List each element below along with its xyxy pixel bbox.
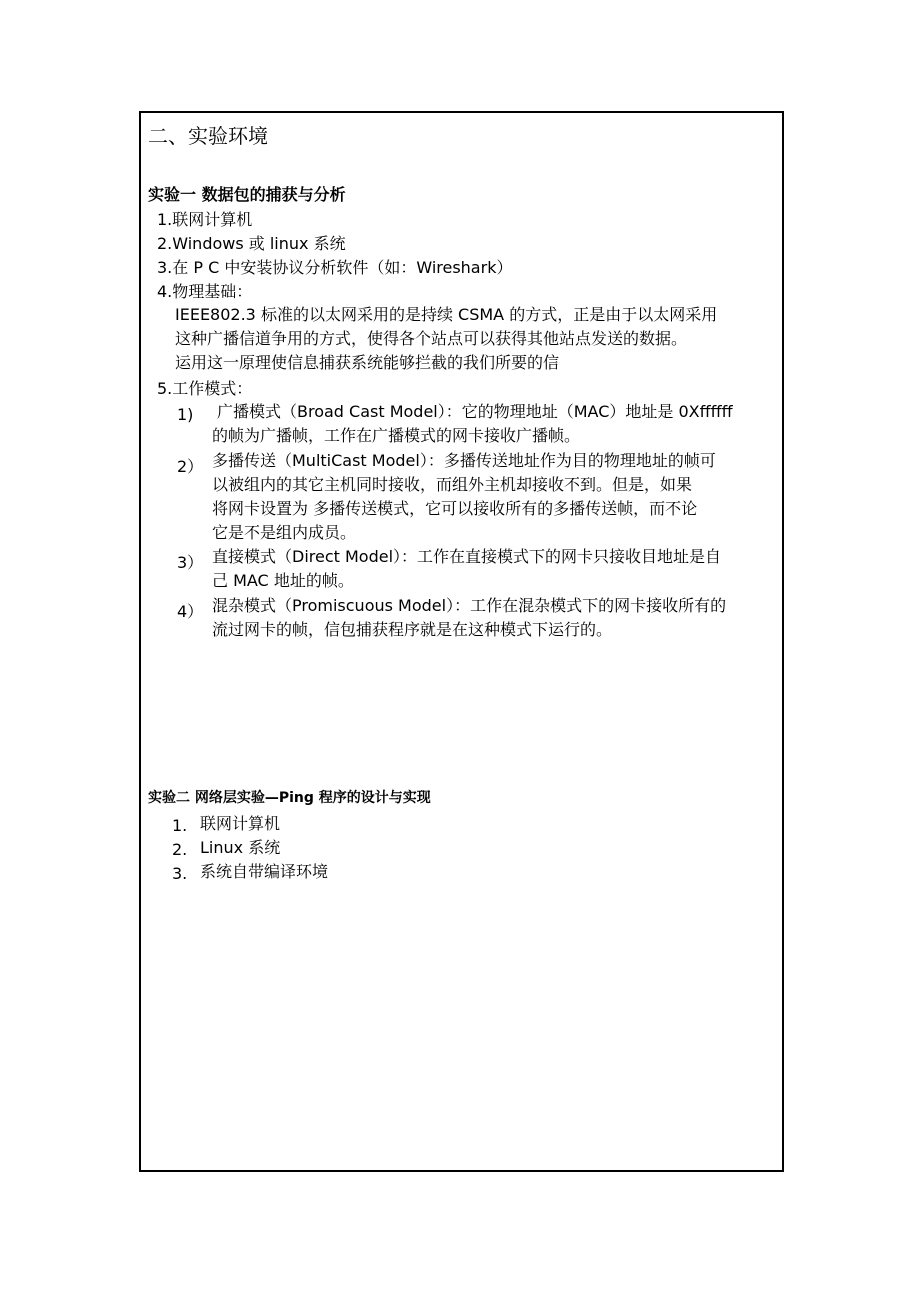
exp1-item-1: 1.联网计算机 — [157, 210, 253, 229]
mode-3-number: 3） — [177, 553, 204, 572]
mode-3-line-2: 己 MAC 地址的帧。 — [212, 571, 354, 590]
mode-1-number: 1) — [177, 405, 194, 424]
exp2-item-1-number: 1. — [172, 816, 188, 835]
exp2-title: 实验二 网络层实验—Ping 程序的设计与实现 — [148, 790, 431, 806]
mode-2-line-1: 多播传送（MultiCast Model）：多播传送地址作为目的物理地址的帧可 — [212, 451, 716, 470]
mode-1-line-1: 广播模式（Broad Cast Model）：它的物理地址（MAC）地址是 0Xffffff — [217, 402, 733, 421]
mode-3-line-1: 直接模式（Direct Model）：工作在直接模式下的网卡只接收目地址是自 — [212, 547, 722, 566]
section-title: 二、实验环境 — [148, 124, 268, 148]
exp1-item-2: 2.Windows 或 linux 系统 — [157, 234, 346, 253]
exp2-item-3: 系统自带编译环境 — [200, 862, 329, 881]
mode-2-line-4: 它是不是组内成员。 — [212, 523, 357, 542]
mode-1-line-2: 的帧为广播帧，工作在广播模式的网卡接收广播帧。 — [212, 426, 581, 445]
mode-2-line-3: 将网卡设置为 多播传送模式，它可以接收所有的多播传送帧，而不论 — [212, 499, 698, 518]
physics-line-2: 这种广播信道争用的方式，使得各个站点可以获得其他站点发送的数据。 — [175, 329, 688, 348]
physics-line-3: 运用这一原理使信息捕获系统能够拦截的我们所要的信 — [175, 353, 560, 372]
modes-heading: 5.工作模式： — [157, 379, 253, 398]
exp1-item-3: 3.在 P C 中安装协议分析软件（如：Wireshark） — [157, 258, 513, 277]
exp2-item-2-number: 2. — [172, 840, 188, 859]
exp1-item-4: 4.物理基础： — [157, 282, 253, 301]
mode-2-number: 2） — [177, 457, 204, 476]
exp2-item-3-number: 3. — [172, 864, 188, 883]
exp2-item-2: Linux 系统 — [200, 838, 281, 857]
mode-4-line-1: 混杂模式（Promiscuous Model）：工作在混杂模式下的网卡接收所有的 — [212, 596, 727, 615]
mode-4-line-2: 流过网卡的帧，信包捕获程序就是在这种模式下运行的。 — [212, 620, 613, 639]
mode-2-line-2: 以被组内的其它主机同时接收，而组外主机却接收不到。但是，如果 — [212, 475, 693, 494]
exp1-title: 实验一 数据包的捕获与分析 — [148, 185, 346, 204]
exp2-item-1: 联网计算机 — [200, 814, 281, 833]
physics-line-1: IEEE802.3 标准的以太网采用的是持续 CSMA 的方式，正是由于以太网采用 — [175, 305, 718, 324]
mode-4-number: 4） — [177, 602, 204, 621]
